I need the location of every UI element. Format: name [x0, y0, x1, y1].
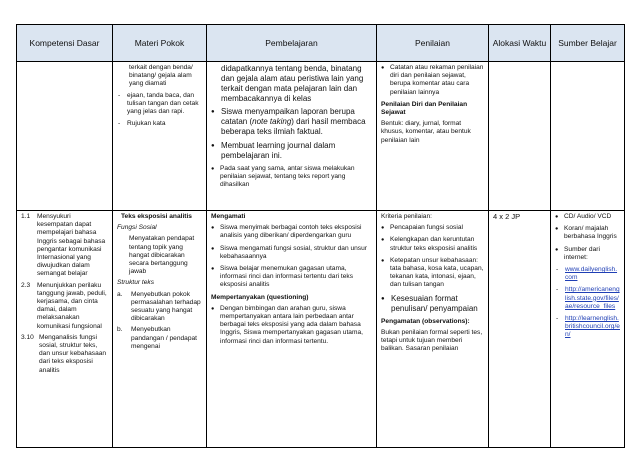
pb-bullet: ● Pada saat yang sama, antar siswa melakukan penilaian sejawat, tentang teks report yang dihasilkan [211, 165, 372, 190]
sb-link-item [555, 315, 620, 340]
pn-bullet: ● Kelengkapan dan keruntutan struktur teks eksposisi analitis [381, 236, 484, 252]
pb-bullet: ● Membuat learning journal dalam pembelajaran ini. [211, 141, 372, 161]
pb-bullet-text: ) dari hasil membaca beberapa teks ilmiah faktual. [221, 117, 366, 136]
pb-bullet: ● Dengan bimbingan dan arahan guru, siswa mempertanyakan antara lain perbedaan antar berbagai teks eksposisi yang ada dalam bahasa Inggris, Siswa mempertanyakan gagasan utama, informasi rinci dan informasi tertentu. [211, 305, 372, 346]
pn-bullet: ● Ketepatan unsur kebahasaan: tata bahasa, kosa kata, ucapan, tekanan kata, intonasi, ejaan, dan tulisan tangan [381, 257, 484, 290]
sb-link[interactable]: http://americanenglish.state.gov/files/ae/resource_files [565, 286, 620, 310]
mp-list-item [117, 326, 202, 351]
mp-cell [113, 62, 207, 211]
header-penilaian: Penilaian [377, 25, 489, 62]
pb-heading-questioning: Mempertanyakan (questioning) [211, 293, 309, 301]
mp-cell [113, 211, 207, 448]
pn-heading: Penilaian Diri dan Penilaian Sejawat [381, 100, 468, 117]
aw-cell [489, 62, 551, 211]
kd-text: Menunjukkan perilaku tanggung jawab, peduli, kerjasama, dan cinta damai, dalam melaksanakan komunikasi fungsional [37, 281, 107, 330]
kd-item [21, 213, 108, 279]
mp-dash-item: - Rujukan kata [117, 120, 202, 128]
pn-cell [377, 211, 489, 448]
syllabus-table [16, 24, 625, 448]
kd-item [21, 282, 108, 331]
aw-value: 4 x 2 JP [493, 212, 521, 221]
pn-criteria-heading: Kriteria penilaian: [381, 213, 432, 220]
mp-fungsi-sosial-text: Menyatakan pendapat tentang topik yang hangat dibicarakan secara bertanggung jawab [129, 235, 195, 276]
mp-list-text: Menyebutkan pokok permasalahan terhadap sesuatu yang hangat dibicarakan [131, 290, 201, 323]
kd-number: 2.3 [21, 281, 31, 289]
sb-link-item [555, 286, 620, 311]
pb-cell [207, 62, 377, 211]
mp-list-num: b. [117, 326, 123, 334]
mp-fungsi-sosial-heading: Fungsi Sosial [117, 224, 157, 232]
kd-item [21, 334, 108, 375]
header-sumber-belajar: Sumber Belajar [551, 25, 625, 62]
mp-list-text: Menyebutkan pandangan / pendapat mengenai [131, 326, 198, 350]
sb-link[interactable]: http://learnenglish.britishcouncil.org/en/ [565, 315, 620, 339]
pn-cell [377, 62, 489, 211]
pn-observation-heading: Pengamatan (observations): [381, 317, 470, 325]
mp-list-item [117, 291, 202, 324]
header-kompetensi-dasar: Kompetensi Dasar [17, 25, 113, 62]
mp-intro: terkait dengan benda/ binatang/ gejala alam yang diamati [129, 64, 193, 88]
mp-title: Teks eksposisi analitis [121, 213, 192, 220]
pn-bullet-text: penyampaian [429, 303, 478, 313]
mp-dash-item: - ejaan, tanda baca, dan tulisan tangan dan cetak yang jelas dan rapi. [117, 92, 202, 117]
pn-bullet [381, 294, 484, 314]
pn-bullet: ● Catatan atau rekaman penilaian diri dan penilaian sejawat, berupa komentar atau cara penilaian lainnya [381, 64, 484, 97]
pb-heading-mengamati: Mengamati [211, 213, 246, 220]
table-row [17, 211, 625, 448]
mp-list-num: a. [117, 290, 123, 298]
kd-number: 1.1 [21, 213, 31, 220]
pn-bullet-text: Kesesuaian format penulisan/ [391, 293, 458, 313]
header-materi-pokok: Materi Pokok [113, 25, 207, 62]
pn-bullet: ● Pencapaian fungsi sosial [381, 224, 484, 232]
kd-cell [17, 62, 113, 211]
sb-link-item [555, 266, 620, 282]
pb-bullet: ● Siswa menyimak berbagai contoh teks eksposisi analisis yang diberikan/ diperdengarkan guru [211, 224, 372, 240]
header-pembelajaran: Pembelajaran [207, 25, 377, 62]
kd-cell [17, 211, 113, 448]
sb-cell [551, 211, 625, 448]
pb-cell [207, 211, 377, 448]
pb-bullet: ● Siswa belajar menemukan gagasan utama, informasi rinci dan informasi tertentu dari teks eksposisi analitis [211, 265, 372, 290]
kd-text: Menganalisis fungsi sosial, struktur teks, dan unsur kebahasaan dari teks eksposisi analitis [39, 333, 107, 374]
pn-observation-text: Bukan penilaian formal seperti tes, tetapi untuk tujuan memberi balikan. Sasaran penilaian [381, 328, 483, 353]
sb-link[interactable]: www.dailyenglish.com [565, 266, 618, 282]
kd-text: Mensyukuri kesempatan dapat mempelajari bahasa Inggris sebagai bahasa pengantar komunikasi Internasional yang diwujudkan dalam semangat belajar [37, 213, 106, 278]
header-alokasi-waktu: Alokasi Waktu [489, 25, 551, 62]
aw-cell [489, 211, 551, 448]
pb-bullet-text: Siswa menyampaikan laporan berupa catatan ( [221, 107, 355, 126]
pb-note-taking: note taking [252, 117, 292, 126]
kd-number: 3.10 [21, 333, 34, 341]
sb-bullet: ● Sumber dari internet: [555, 246, 620, 262]
sb-bullet: ● Koran/ majalah berbahasa Inggris [555, 225, 620, 241]
pb-bullet [211, 107, 372, 137]
pb-intro: didapatkannya tentang benda, binatang dan gejala alam atau peristiwa lain yang terkait dengan mata pelajaran lain dan membacakannya di kelas [221, 64, 364, 103]
sb-bullet: ● CD/ Audio/ VCD [555, 213, 620, 221]
table-row [17, 62, 625, 211]
pn-text: Bentuk: diary, jurnal, format khusus, komentar, atau bentuk penilaian lain [381, 120, 471, 144]
header-row [17, 25, 625, 62]
pb-bullet: ● Siswa mengamati fungsi sosial, struktur dan unsur kebahasaannya [211, 245, 372, 261]
sb-cell [551, 62, 625, 211]
mp-struktur-heading: Struktur teks [117, 279, 155, 287]
